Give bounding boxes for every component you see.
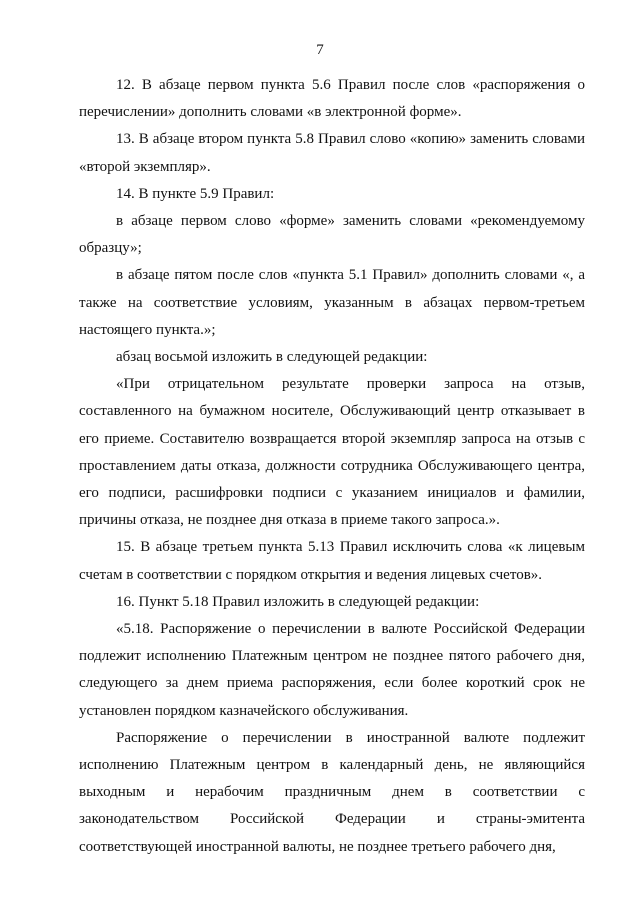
paragraph-14: 14. В пункте 5.9 Правил: <box>116 185 275 202</box>
page-number: 7 <box>316 42 324 58</box>
foreign-currency-text: Распоряжение о перечислении в иностранной валюте подлежит исполнению Платежным центром в календарный день, не являющийся выходным и нерабочим праздничным днем в соответствии с законодательством Российской Федерации и страны-эмитента соответствующей иностранной валюты, не позднее третьего рабочего дня, <box>79 729 585 855</box>
paragraph-16: 16. Пункт 5.18 Правил изложить в следующей редакции: <box>116 593 480 610</box>
paragraph-14-first-abzac: в абзаце первом слово «форме» заменить словами «рекомендуемому образцу»; <box>79 213 585 257</box>
quoted-new-text: «При отрицательном результате проверки запроса на отзыв, составленного на бумажном носителе, Обслуживающий центр отказывает в его приеме. Составителю возвращается второй экземпляр запроса на отзыв с проставлением даты отказа, должности сотрудника Обслуживающего центра, его подписи, расшифровки подписи с указанием инициалов и фамилии, причины отказа, не позднее дня отказа в приеме такого запроса.». <box>79 376 585 529</box>
paragraph-13: 13. В абзаце втором пункта 5.8 Правил слово «копию» заменить словами «второй экземпляр». <box>79 131 585 175</box>
point-5-18-text: «5.18. Распоряжение о перечислении в валюте Российской Федерации подлежит исполнению Платежным центром не позднее пятого рабочего дня, следующего за днем приема распоряжения, если более короткий срок не установлен порядком казначейского обслуживания. <box>79 621 585 719</box>
paragraph-14-eighth-abzac: абзац восьмой изложить в следующей редакции: <box>116 349 428 366</box>
paragraph-14-fifth-abzac: в абзаце пятом после слов «пункта 5.1 Правил» дополнить словами «, а также на соответствие условиям, указанным в абзацах первом-третьем настоящего пункта.»; <box>79 267 585 338</box>
paragraph-12: 12. В абзаце первом пункта 5.6 Правил после слов «распоряжения о перечислении» дополнить словами «в электронной форме». <box>79 77 585 121</box>
document-body <box>79 72 585 861</box>
paragraph-15: 15. В абзаце третьем пункта 5.13 Правил исключить слова «к лицевым счетам в соответствии с порядком открытия и ведения лицевых счетов». <box>79 539 585 583</box>
